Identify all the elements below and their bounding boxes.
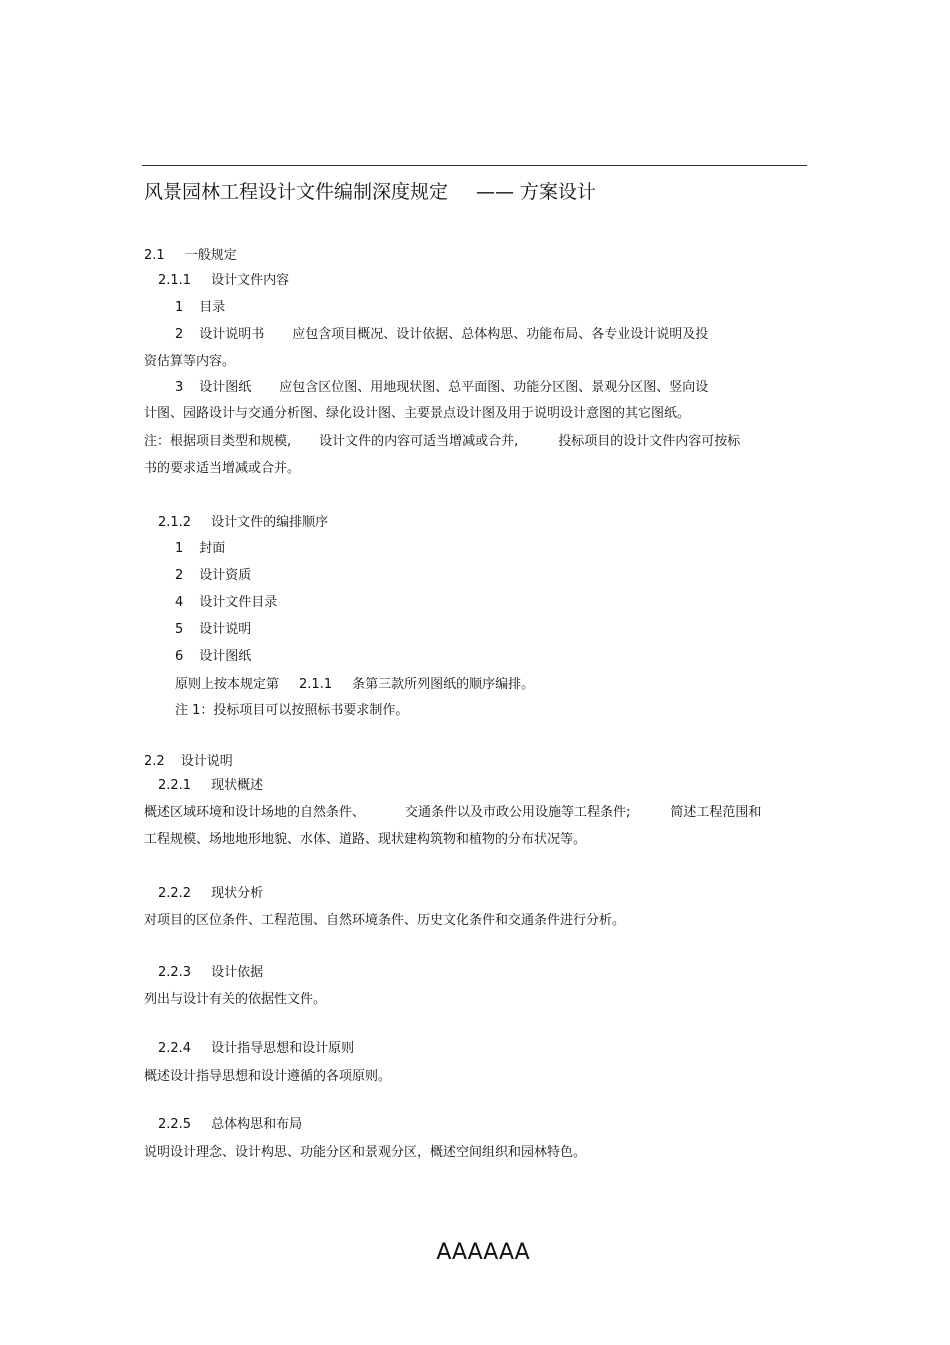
order-item-2: 2 设计资质 [175,568,252,583]
content-item-2-cont: 资估算等内容。 [144,354,236,369]
section-2-2-heading: 2.2 设计说明 [144,754,233,769]
section-2-2-1-heading: 2.2.1 现状概述 [158,778,264,793]
content-note-cont: 书的要求适当增减或合并。 [144,461,301,476]
section-2-2-3-heading: 2.2.3 设计依据 [158,965,264,980]
section-2-2-2-heading: 2.2.2 现状分析 [158,886,264,901]
section-2-1-2-heading: 2.1.2 设计文件的编排顺序 [158,515,329,530]
title-sub: —— 方案设计 [476,181,597,203]
content-note: 注：根据项目类型和规模, 设计文件的内容可适当增减或合并, 投标项目的设计文件内容可按标 [144,434,741,449]
title-main: 风景园林工程设计文件编制深度规定 [144,181,449,203]
content-item-3-cont: 计图、园路设计与交通分析图、绿化设计图、主要景点设计图及用于说明设计意图的其它图纸。 [144,406,691,421]
content-item-1: 1 目录 [175,300,226,315]
section-2-1-heading: 2.1 一般规定 [144,248,237,263]
section-2-1-1-heading: 2.1.1 设计文件内容 [158,273,290,288]
order-item-6: 6 设计图纸 [175,649,252,664]
section-2-2-3-text: 列出与设计有关的依据性文件。 [144,992,327,1007]
section-2-2-1-text: 概述区域环境和设计场地的自然条件、 交通条件以及市政公用设施等工程条件; 简述工程范围和 [144,805,762,820]
document-title [144,178,596,206]
page-footer: AAAAAA [436,1240,530,1265]
content-item-2: 2 设计说明书 应包含项目概况、设计依据、总体构思、功能布局、各专业设计说明及投 [175,327,709,342]
section-2-2-5-heading: 2.2.5 总体构思和布局 [158,1117,303,1132]
section-2-2-2-text: 对项目的区位条件、工程范围、自然环境条件、历史文化条件和交通条件进行分析。 [144,913,626,928]
order-item-4: 4 设计文件目录 [175,595,278,610]
header-rule [142,165,807,166]
order-item-5: 5 设计说明 [175,622,252,637]
section-2-2-4-heading: 2.2.4 设计指导思想和设计原则 [158,1041,355,1056]
order-item-1: 1 封面 [175,541,226,556]
content-item-3: 3 设计图纸 应包含区位图、用地现状图、总平面图、功能分区图、景观分区图、竖向设 [175,380,709,395]
section-2-2-5-text: 说明设计理念、设计构思、功能分区和景观分区，概述空间组织和园林特色。 [144,1145,587,1160]
section-2-2-1-text-cont: 工程规模、场地地形地貌、水体、道路、现状建构筑物和植物的分布状况等。 [144,832,587,847]
order-note-1: 注 1：投标项目可以按照标书要求制作。 [175,703,409,718]
section-2-2-4-text: 概述设计指导思想和设计遵循的各项原则。 [144,1069,392,1084]
order-rule: 原则上按本规定第 2.1.1 条第三款所列图纸的顺序编排。 [175,677,535,692]
